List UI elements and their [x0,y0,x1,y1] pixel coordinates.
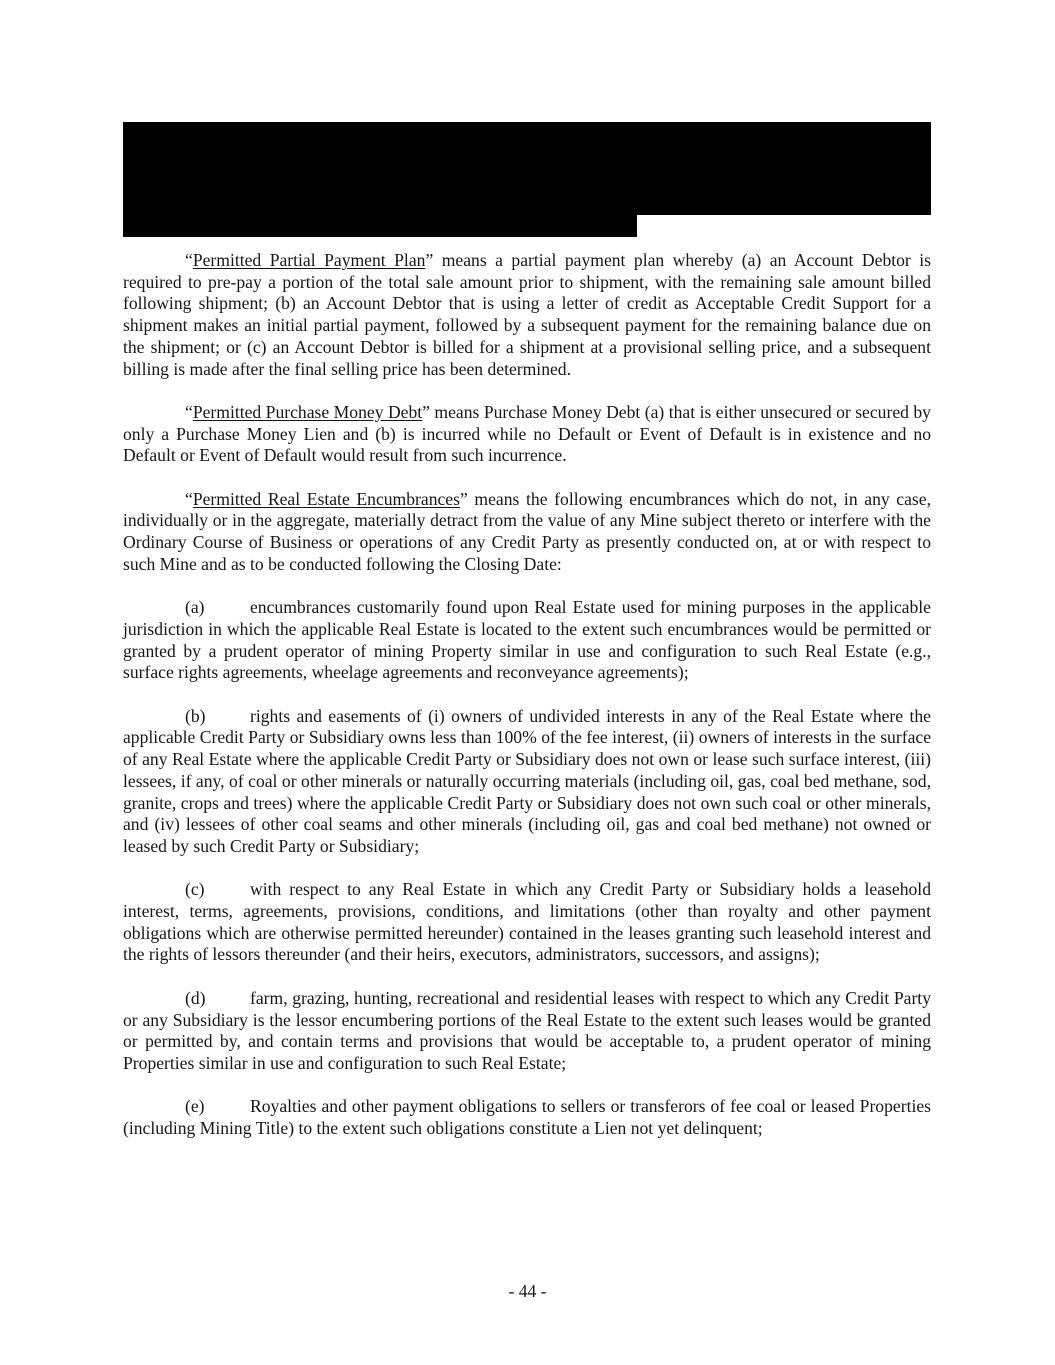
redaction-block-main [123,122,931,215]
item-text-e: Royalties and other payment obligations to sellers or transferors of fee coal or leased Properties (including Mining Title) to the extent such obligations constitute a Lien not yet delinquent; [123,1096,931,1139]
list-item-e [123,1096,931,1139]
list-item-a [123,597,931,684]
open-quote: “ [185,488,193,509]
defined-term-permitted-real-estate-encumbrances: Permitted Real Estate Encumbrances [192,488,460,509]
item-text-c: with respect to any Real Estate in which any Credit Party or Subsidiary holds a leasehold interest, terms, agreements, provisions, conditions, and limitations (other than royalty and other payment obligations which are otherwise permitted hereunder) contained in the leases granting such leasehold interest and the rights of lessors thereunder (and their heirs, executors, administrators, successors, and assigns); [123,879,931,965]
item-label-e: (e) [185,1096,205,1117]
definition-text: ” means the following encumbrances which do not, in any case, individually or in the aggregate, materially detract from the value of any Mine subject thereto or interfere with the Ordinary Course of Business or operations of any Credit Party as presently conducted on, at or with respect to such Mine and as to be conducted following the Closing Date: [123,488,931,574]
redaction-block-tail [123,215,637,237]
document-body [123,250,931,1161]
defined-term-permitted-purchase-money-debt: Permitted Purchase Money Debt [192,401,423,422]
open-quote: “ [185,401,193,422]
item-label-b: (b) [185,705,206,726]
list-item-b [123,706,931,858]
item-label-d: (d) [185,987,206,1008]
list-item-d [123,988,931,1075]
item-text-d: farm, grazing, hunting, recreational and residential leases with respect to which any Credit Party or any Subsidiary is the lessor encumbering portions of the Real Estate to the extent such leases would be granted or permitted by, and contain terms and provisions that would be acceptable to, a prudent operator of mining Properties similar in use and configuration to such Real Estate; [123,987,931,1073]
item-text-a: encumbrances customarily found upon Real Estate used for mining purposes in the applicable jurisdiction in which the applicable Real Estate is located to the extent such encumbrances would be permitted or granted by a prudent operator of mining Property similar in use and configuration to such Real Estate (e.g., surface rights agreements, wheelage agreements and reconveyance agreements); [123,597,931,683]
page-number: - 44 - [508,1281,547,1301]
item-text-b: rights and easements of (i) owners of undivided interests in any of the Real Estate where the applicable Credit Party or Subsidiary owns less than 100% of the fee interest, (ii) owners of interests in the surface of any Real Estate where the applicable Credit Party or Subsidiary does not own or lease such surface interest, (iii) lessees, if any, of coal or other minerals or naturally occurring materials (including oil, gas, coal bed methane, sod, granite, crops and trees) where the applicable Credit Party or Subsidiary does not own such coal or other minerals, and (iv) lessees of other coal seams and other minerals (including oil, gas and coal bed methane) not owned or leased by such Credit Party or Subsidiary; [123,705,931,856]
definition-paragraph-permitted-purchase-money-debt [123,402,931,467]
defined-term-permitted-partial-payment-plan: Permitted Partial Payment Plan [192,250,426,270]
item-label-a: (a) [185,597,205,618]
definition-text: ” means Purchase Money Debt (a) that is either unsecured or secured by only a Purchase Money Lien and (b) is incurred while no Default or Event of Default is in existence and no Default or Event of Default would result from such incurrence. [123,401,931,466]
definition-paragraph-permitted-real-estate-encumbrances [123,489,931,576]
definition-paragraph-permitted-partial-payment-plan [123,250,931,380]
list-item-c [123,879,931,966]
definition-text: ” means a partial payment plan whereby (a) an Account Debtor is required to pre-pay a portion of the total sale amount prior to shipment, with the remaining sale amount billed following shipment; (b) an Account Debtor that is using a letter of credit as Acceptable Credit Support for a shipment makes an initial partial payment, followed by a subsequent payment for the remaining balance due on the shipment; or (c) an Account Debtor is billed for a shipment at a provisional selling price, and a subsequent billing is made after the final selling price has been determined. [123,250,931,379]
item-label-c: (c) [185,879,205,900]
open-quote: “ [185,250,193,270]
